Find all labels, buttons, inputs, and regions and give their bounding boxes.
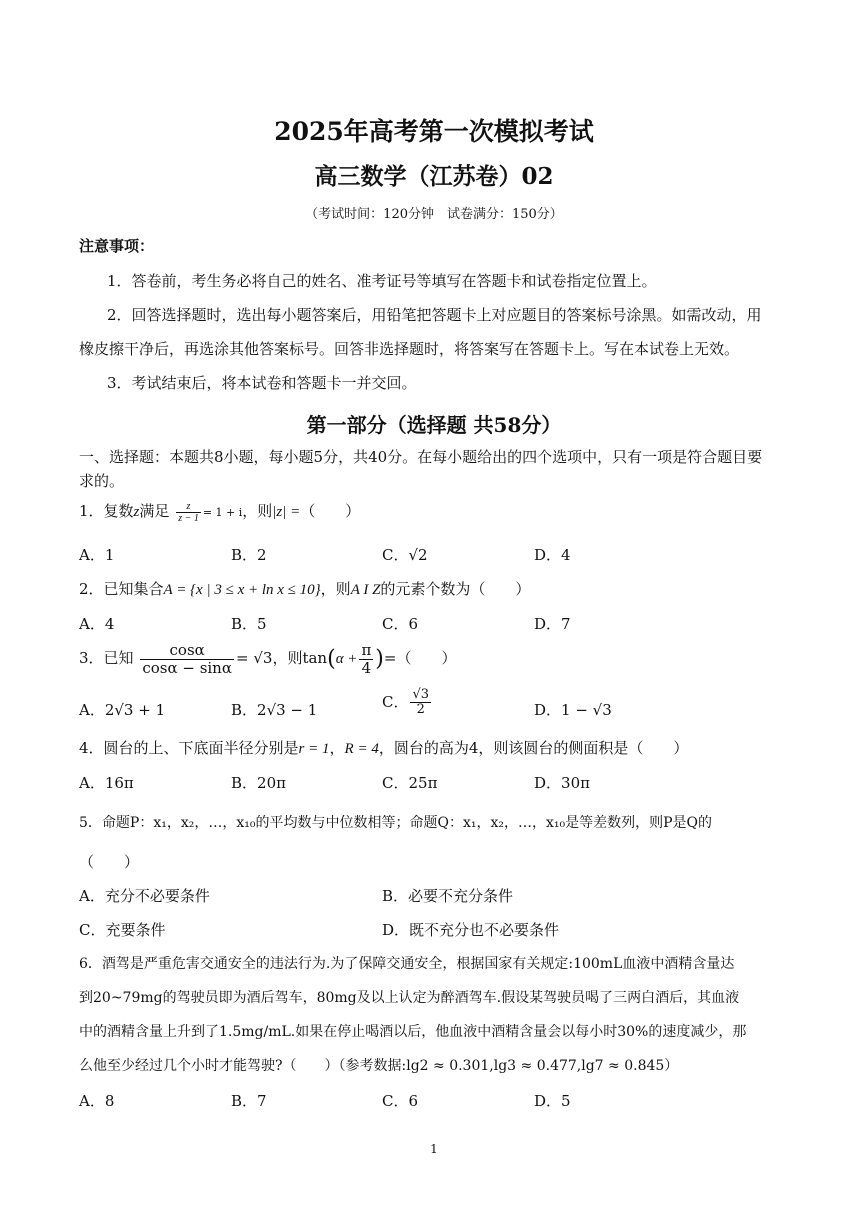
q1-option-c: C．√2: [382, 546, 428, 564]
q6-option-a: A．8: [79, 1092, 115, 1110]
q1-rhs: = 1 + i: [202, 506, 243, 519]
q3-lparen: (: [327, 646, 336, 672]
q3-option-d: D．1 − √3: [534, 701, 612, 719]
q2-option-d: D．7: [534, 615, 571, 633]
q3-pi-den: 4: [361, 658, 372, 677]
q3-option-c: [382, 688, 433, 718]
notice-item-2-cont: 橡皮擦干净后，再选涂其他答案标号。回答非选择题时，将答案写在答题卡上。写在本试卷上无效。: [79, 340, 740, 358]
question-2: [79, 578, 530, 599]
question-4: [79, 737, 688, 758]
exam-subtitle: 高三数学（江苏卷）02: [314, 163, 554, 190]
q3-option-c-num: √3: [412, 687, 430, 702]
q1-frac-num: z: [176, 501, 201, 513]
q3-rparen: ): [375, 646, 384, 672]
question-6: 6．酒驾是严重危害交通安全的违法行为.为了保障交通安全，根据国家有关规定:100mL血液中酒精含量达: [79, 956, 735, 972]
page-number: 1: [430, 1142, 438, 1156]
q1-tail: ，则: [242, 502, 273, 520]
q3-option-c-label: C．: [382, 692, 409, 711]
q3-fraction: [140, 642, 234, 676]
q1-fraction: [176, 501, 201, 524]
question-6-line4: 么他至少经过几个小时才能驾驶?（ ）（参考数据:lg2 ≈ 0.301,lg3 ≈ 0.477,lg7 ≈ 0.845）: [79, 1058, 679, 1074]
q3-pi-fraction: [359, 642, 373, 676]
q2-end: 的元素个数为（ ）: [380, 580, 531, 598]
q6-option-b: B．7: [231, 1092, 267, 1110]
q3-pi-num: π: [361, 641, 372, 659]
q2-option-c: C．6: [382, 615, 419, 633]
q3-rhs: = √3: [235, 649, 273, 667]
notice-item-1: 1．答卷前，考生务必将自己的姓名、准考证号等填写在答题卡和试卷指定位置上。: [107, 272, 657, 290]
q3-option-c-frac: [410, 688, 431, 718]
q2-tail: ，则: [320, 580, 351, 598]
q3-frac-den: cosα − sinα: [142, 658, 232, 677]
q5-option-c: C．充要条件: [79, 921, 166, 939]
part1-intro-cont: 求的。: [79, 472, 125, 490]
question-6-line2: 到20~79mg的驾驶员即为酒后驾车，80mg及以上认定为醉酒驾车.假设某驾驶员喝了三两白酒后，其血液: [79, 990, 740, 1006]
question-5-cont: （ ）: [79, 853, 140, 871]
q4-option-c: C．25π: [382, 774, 438, 792]
notice-heading: 注意事项：: [79, 237, 155, 255]
q2-option-b: B．5: [231, 615, 267, 633]
notice-item-2: 2．回答选择题时，选出每小题答案后，用铅笔把答题卡上对应题目的答案标号涂黑。如需改动，用: [107, 306, 762, 324]
q1-abs: |z| =: [272, 504, 301, 520]
q2-expr: A I Z: [350, 582, 381, 598]
q5-option-b: B．必要不充分条件: [382, 887, 514, 905]
q3-end: =（ ）: [383, 649, 457, 667]
q4-stem: 4．圆台的上、下底面半径分别是: [79, 739, 299, 757]
q2-set: A = {x | 3 ≤ x + ln x ≤ 10}: [163, 582, 321, 598]
question-1: [79, 500, 360, 524]
q4-R: R = 4: [344, 741, 379, 757]
q4-end: ，圆台的高为4，则该圆台的侧面积是（ ）: [378, 739, 689, 757]
q3-tan: tan: [302, 649, 328, 667]
q3-tail: ，则: [272, 649, 303, 667]
q1-paren: （ ）: [300, 502, 361, 520]
exam-title: 2025年高考第一次模拟考试: [274, 117, 594, 146]
q1-option-a: A．1: [79, 546, 115, 564]
q4-option-a: A．16π: [79, 774, 134, 792]
q1-option-b: B．2: [231, 546, 267, 564]
part1-intro: 一、选择题：本题共8小题，每小题5分，共40分。在每小题给出的四个选项中，只有一项是符合题目要: [79, 448, 763, 466]
q6-option-d: D．5: [534, 1092, 571, 1110]
q3-option-a: A．2√3 + 1: [79, 701, 166, 719]
notice-item-3: 3．考试结束后，将本试卷和答题卡一并交回。: [107, 374, 417, 392]
q1-var: z: [133, 504, 140, 520]
q1-frac-den: z − 1: [178, 512, 199, 524]
q2-option-a: A．4: [79, 615, 115, 633]
question-6-line3: 中的酒精含量上升到了1.5mg/mL.如果在停止喝酒以后，他血液中酒精含量会以每小时30%的速度减少，那: [79, 1024, 747, 1040]
question-3: [79, 642, 456, 676]
q5-option-a: A．充分不必要条件: [79, 887, 210, 905]
q3-inner: α +: [335, 651, 358, 667]
q1-option-d: D．4: [534, 546, 571, 564]
q4-option-b: B．20π: [231, 774, 286, 792]
q3-option-c-den: 2: [416, 702, 425, 718]
exam-info: （考试时间：120分钟 试卷满分：150分）: [305, 207, 563, 222]
q3-option-b: B．2√3 − 1: [231, 701, 318, 719]
q3-lead: 3．已知: [79, 649, 134, 667]
q5-option-d: D．既不充分也不必要条件: [382, 921, 560, 939]
q1-lead: 1．复数: [79, 502, 134, 520]
q1-mid: 满足: [139, 502, 170, 520]
question-5: 5．命题P：x₁，x₂，…，x₁₀的平均数与中位数相等；命题Q：x₁，x₂，…，x₁₀是等差数列，则P是Q的: [79, 815, 712, 831]
q3-frac-num: cosα: [140, 642, 234, 660]
q4-r: r = 1: [298, 741, 330, 757]
q4-option-d: D．30π: [534, 774, 590, 792]
q6-option-c: C．6: [382, 1092, 419, 1110]
q2-stem: 2．已知集合: [79, 580, 164, 598]
part1-title: 第一部分（选择题 共58分）: [306, 413, 562, 437]
q4-sep: ，: [329, 739, 345, 757]
